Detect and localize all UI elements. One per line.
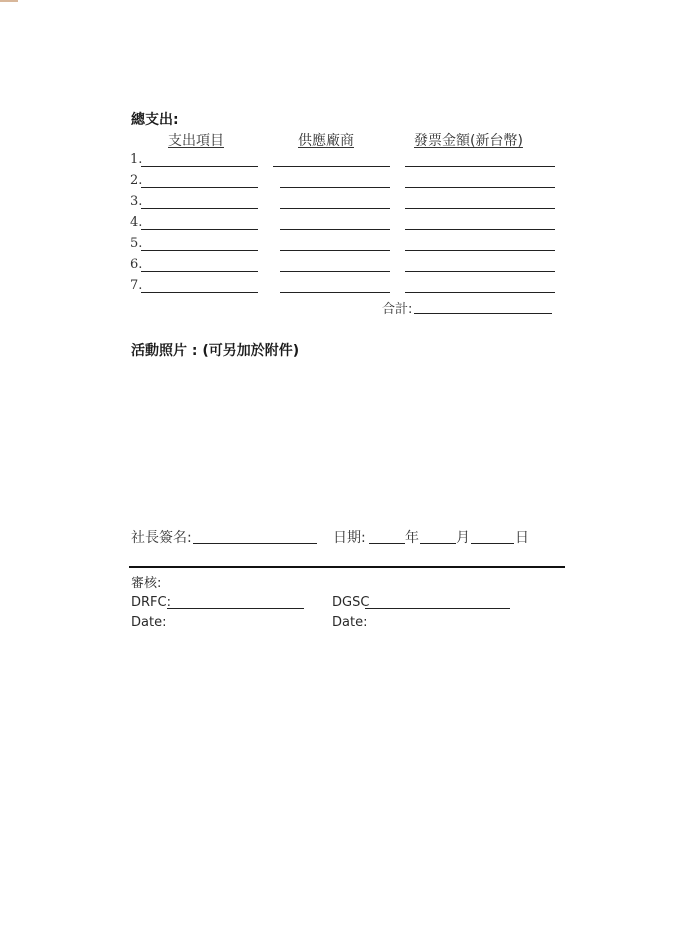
column-header-supplier: 供應廠商 bbox=[298, 133, 354, 149]
year-label: 年 bbox=[405, 530, 419, 546]
expense-item-blank[interactable] bbox=[141, 166, 258, 167]
supplier-blank[interactable] bbox=[280, 208, 390, 209]
row-number: 5. bbox=[130, 236, 143, 251]
expense-item-blank[interactable] bbox=[141, 292, 258, 293]
total-blank[interactable] bbox=[414, 313, 552, 314]
supplier-blank[interactable] bbox=[280, 250, 390, 251]
invoice-amount-blank[interactable] bbox=[405, 271, 555, 272]
row-number: 1. bbox=[130, 152, 143, 167]
invoice-amount-blank[interactable] bbox=[405, 250, 555, 251]
expense-item-blank[interactable] bbox=[141, 187, 258, 188]
drfc-signature-blank[interactable] bbox=[167, 608, 304, 609]
invoice-amount-blank[interactable] bbox=[405, 229, 555, 230]
date-label: 日期: bbox=[333, 530, 366, 546]
invoice-amount-blank[interactable] bbox=[405, 292, 555, 293]
drfc-label: DRFC: bbox=[131, 595, 171, 610]
row-number: 2. bbox=[130, 173, 143, 188]
column-header-invoice-amount: 發票金額(新台幣) bbox=[414, 133, 523, 149]
row-number: 6. bbox=[130, 257, 143, 272]
row-number: 3. bbox=[130, 194, 143, 209]
month-blank[interactable] bbox=[420, 543, 456, 544]
invoice-amount-blank[interactable] bbox=[405, 166, 555, 167]
dgsc-date-label: Date: bbox=[332, 615, 368, 630]
invoice-amount-blank[interactable] bbox=[405, 208, 555, 209]
total-label: 合計: bbox=[382, 302, 413, 317]
expense-item-blank[interactable] bbox=[141, 250, 258, 251]
dgsc-signature-blank[interactable] bbox=[365, 608, 510, 609]
supplier-blank[interactable] bbox=[273, 166, 390, 167]
president-signature-label: 社長簽名: bbox=[131, 530, 192, 546]
photo-area[interactable] bbox=[131, 362, 561, 512]
review-title: 審核: bbox=[131, 576, 162, 591]
month-label: 月 bbox=[456, 530, 470, 546]
day-label: 日 bbox=[515, 530, 529, 546]
row-number: 7. bbox=[130, 278, 143, 293]
expense-item-blank[interactable] bbox=[141, 208, 258, 209]
supplier-blank[interactable] bbox=[280, 292, 390, 293]
section-divider bbox=[129, 566, 565, 568]
president-signature-blank[interactable] bbox=[193, 543, 317, 544]
column-header-expense-item: 支出項目 bbox=[168, 133, 224, 149]
photos-title: 活動照片 : (可另加於附件) bbox=[131, 343, 300, 359]
expenses-title: 總支出: bbox=[131, 112, 179, 128]
supplier-blank[interactable] bbox=[280, 187, 390, 188]
expense-item-blank[interactable] bbox=[141, 229, 258, 230]
expense-item-blank[interactable] bbox=[141, 271, 258, 272]
dgsc-label: DGSC bbox=[332, 595, 370, 610]
day-blank[interactable] bbox=[471, 543, 514, 544]
invoice-amount-blank[interactable] bbox=[405, 187, 555, 188]
drfc-date-label: Date: bbox=[131, 615, 167, 630]
row-number: 4. bbox=[130, 215, 143, 230]
year-blank[interactable] bbox=[369, 543, 405, 544]
scan-corner-mark bbox=[0, 0, 18, 2]
supplier-blank[interactable] bbox=[280, 229, 390, 230]
supplier-blank[interactable] bbox=[280, 271, 390, 272]
